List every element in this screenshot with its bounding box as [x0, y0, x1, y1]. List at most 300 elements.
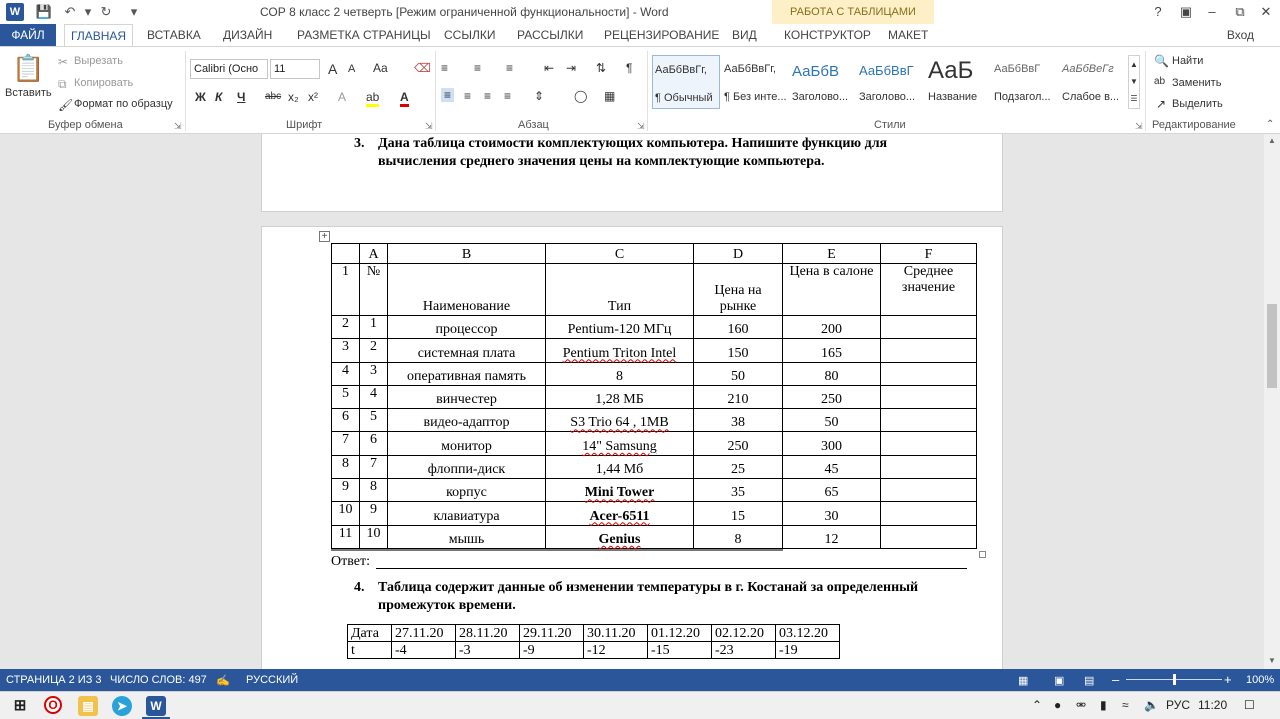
- usb-icon[interactable]: ⚮: [1076, 698, 1087, 712]
- cell-text: 300: [821, 438, 842, 454]
- tab-mailings[interactable]: РАССЫЛКИ: [517, 28, 584, 42]
- table-cell[interactable]: [546, 316, 694, 339]
- copy-button[interactable]: Копировать: [74, 77, 134, 89]
- table-cell[interactable]: [694, 339, 783, 362]
- table-cell[interactable]: Наименование: [388, 264, 546, 316]
- opera-icon[interactable]: O: [44, 696, 62, 714]
- table-row: [332, 432, 977, 455]
- style-sample: АаБбВвГ: [994, 63, 1041, 75]
- paste-button[interactable]: Вставить: [5, 87, 52, 99]
- tab-table-design[interactable]: КОНСТРУКТОР: [784, 28, 871, 42]
- save-icon[interactable]: 💾: [35, 4, 53, 19]
- taskbar: [0, 691, 1280, 719]
- table-row: [332, 479, 977, 502]
- word-taskbar-icon[interactable]: W: [146, 696, 166, 716]
- table-cell[interactable]: [881, 316, 977, 339]
- clipboard-launcher-icon[interactable]: ⇲: [174, 121, 182, 131]
- col-letter: B: [388, 244, 546, 264]
- cell-text: 1: [370, 316, 377, 331]
- table-cell[interactable]: [360, 479, 388, 502]
- table-cell[interactable]: [546, 339, 694, 362]
- cell-text: 1,44 Мб: [595, 462, 644, 478]
- table-cell[interactable]: [388, 479, 546, 502]
- style-sample: АаБбВеГг: [1062, 63, 1114, 75]
- style-sample: АаБбВвГг,: [724, 63, 776, 75]
- table-cell[interactable]: [388, 502, 546, 525]
- cell-text: 38: [731, 415, 745, 431]
- table-cell[interactable]: [360, 362, 388, 385]
- cell-text: 25: [731, 462, 745, 478]
- table-row: [332, 316, 977, 339]
- table-cell[interactable]: [360, 502, 388, 525]
- superscript-button[interactable]: x²: [308, 90, 318, 104]
- tab-review[interactable]: РЕЦЕНЗИРОВАНИЕ: [604, 28, 720, 42]
- battery-icon[interactable]: ▮: [1100, 698, 1107, 712]
- table-cell[interactable]: [881, 339, 977, 362]
- table-cell[interactable]: -12: [584, 642, 648, 659]
- table-cell[interactable]: [360, 385, 388, 408]
- numbering-icon[interactable]: ≡: [474, 61, 482, 75]
- cell-text: 11: [338, 525, 353, 541]
- table-cell[interactable]: [783, 502, 881, 525]
- table-cell[interactable]: Тип: [546, 264, 694, 316]
- copy-icon: ⧉: [58, 77, 67, 91]
- justify-icon[interactable]: ≡: [504, 89, 512, 103]
- subscript-button[interactable]: x₂: [288, 90, 299, 104]
- font-name-combo[interactable]: Calibri (Осно: [190, 59, 268, 79]
- clipboard-group-label: Буфер обмена: [48, 119, 123, 131]
- table-cell[interactable]: [783, 362, 881, 385]
- table-cell[interactable]: [694, 479, 783, 502]
- cell-text: 3: [342, 339, 349, 355]
- table-cell[interactable]: [332, 316, 360, 339]
- table-cell[interactable]: [694, 502, 783, 525]
- customize-quick-access-icon[interactable]: ▾: [130, 4, 138, 19]
- table-header-row: [332, 264, 977, 316]
- font-size-combo[interactable]: 11: [270, 59, 320, 79]
- shading-icon[interactable]: ◯: [574, 89, 588, 103]
- table-cell[interactable]: [546, 455, 694, 478]
- col-letter: D: [694, 244, 783, 264]
- sign-in-link[interactable]: Вход: [1226, 28, 1254, 42]
- task3-line1: Дана таблица стоимости комплектующих компьютера. Напишите функцию для: [378, 136, 888, 151]
- notifications-icon[interactable]: ☐: [1244, 698, 1255, 712]
- read-mode-icon[interactable]: ▦: [1018, 675, 1029, 687]
- table-cell[interactable]: [332, 455, 360, 478]
- document-area[interactable]: [0, 134, 1264, 669]
- cell-text: 50: [731, 368, 745, 384]
- align-right-icon[interactable]: ≡: [484, 89, 492, 103]
- table-cell[interactable]: [332, 409, 360, 432]
- cell-text: оперативная память: [407, 368, 526, 384]
- table-cell[interactable]: [332, 385, 360, 408]
- scroll-thumb[interactable]: [1267, 304, 1277, 388]
- table-cell[interactable]: Цена на рынке: [694, 264, 783, 316]
- redo-icon[interactable]: ↻: [100, 4, 112, 19]
- table-cell[interactable]: Дата: [348, 625, 392, 642]
- page-indicator[interactable]: СТРАНИЦА 2 ИЗ 3: [6, 674, 102, 686]
- table-cell[interactable]: [360, 409, 388, 432]
- table-cell[interactable]: [694, 316, 783, 339]
- table-row: [332, 244, 977, 264]
- cell-text: Mini Tower: [584, 485, 655, 501]
- cell-text: 160: [727, 322, 749, 338]
- table-cell[interactable]: 29.11.20: [520, 625, 584, 642]
- task3-line2: вычисления среднего значения цены на комплектующие компьютера.: [378, 154, 825, 169]
- tab-insert[interactable]: ВСТАВКА: [147, 28, 201, 42]
- table-cell[interactable]: [881, 385, 977, 408]
- print-layout-icon[interactable]: ▣: [1054, 675, 1065, 687]
- text-effects-icon[interactable]: A: [338, 90, 347, 104]
- cell-text: процессор: [435, 322, 498, 338]
- start-icon[interactable]: ⊞: [13, 697, 27, 714]
- table-cell[interactable]: [546, 432, 694, 455]
- style-normal[interactable]: [652, 55, 720, 109]
- window-title: СОР 8 класс 2 четверть [Режим ограниченной функциональности] - Word: [260, 5, 669, 19]
- table-cell[interactable]: [332, 479, 360, 502]
- table-cell[interactable]: [388, 525, 546, 548]
- table-cell[interactable]: 30.11.20: [584, 625, 648, 642]
- clock[interactable]: 11:20: [1198, 698, 1228, 712]
- help-button[interactable]: ?: [1154, 4, 1162, 19]
- styles-scroll-icon[interactable]: ▲ ▼ ☰: [1128, 55, 1140, 109]
- show-marks-button[interactable]: ¶: [626, 61, 633, 75]
- zoom-out-icon[interactable]: –: [1112, 672, 1120, 687]
- title-bar: [0, 0, 1280, 24]
- scroll-down-icon[interactable]: ▼: [1268, 656, 1276, 665]
- line-spacing-icon[interactable]: ⇕: [534, 89, 545, 103]
- sort-icon[interactable]: ⇅: [596, 61, 607, 75]
- table-cell[interactable]: [881, 409, 977, 432]
- cell-text: 165: [821, 345, 842, 361]
- font-group-label: Шрифт: [286, 119, 323, 131]
- table-cell[interactable]: -9: [520, 642, 584, 659]
- cell-text: 1,28 МБ: [595, 392, 644, 408]
- cell-text: 9: [342, 479, 349, 495]
- table-cell[interactable]: [332, 362, 360, 385]
- table-cell[interactable]: -15: [648, 642, 712, 659]
- undo-dropdown-icon[interactable]: ▾: [84, 4, 92, 19]
- highlight-icon[interactable]: ab: [366, 90, 379, 107]
- table-cell[interactable]: [388, 362, 546, 385]
- cell-text: 8: [342, 455, 349, 471]
- table-cell[interactable]: t: [348, 642, 392, 659]
- zoom-in-icon[interactable]: +: [1224, 672, 1232, 687]
- answer-line[interactable]: [376, 568, 967, 569]
- restore-button[interactable]: ⧉: [1235, 4, 1245, 19]
- tab-home[interactable]: ГЛАВНАЯ: [64, 24, 133, 46]
- style-sample: АаБбВвГ: [859, 63, 914, 78]
- bold-button[interactable]: Ж: [195, 90, 206, 104]
- table-cell[interactable]: [360, 316, 388, 339]
- table-cell[interactable]: [546, 502, 694, 525]
- table-row: [332, 362, 977, 385]
- zoom-slider-thumb[interactable]: [1173, 674, 1176, 685]
- style-name: Заголово...: [792, 91, 849, 103]
- cell-text: винчестер: [436, 392, 497, 408]
- tab-design[interactable]: ДИЗАЙН: [223, 28, 273, 42]
- style-sample: АаБбВвГг,: [655, 64, 707, 76]
- style-name: Слабое в...: [1062, 91, 1120, 103]
- multilevel-list-icon[interactable]: ≡: [506, 61, 514, 75]
- cell-text: 10: [338, 502, 353, 518]
- table-row: [348, 642, 840, 659]
- input-language[interactable]: РУС: [1166, 698, 1191, 712]
- undo-icon[interactable]: ↶: [64, 4, 76, 19]
- ribbon: [0, 46, 1280, 134]
- web-layout-icon[interactable]: ▤: [1084, 675, 1095, 687]
- table-cell[interactable]: [881, 362, 977, 385]
- table-cell[interactable]: 27.11.20: [392, 625, 456, 642]
- tray-overflow-icon[interactable]: ⌃: [1032, 698, 1043, 712]
- proofing-icon[interactable]: ✍: [216, 675, 230, 687]
- paste-icon[interactable]: 📋: [12, 53, 45, 83]
- col-letter: F: [881, 244, 977, 264]
- underline-button[interactable]: Ч: [237, 90, 246, 104]
- cell-text: 10: [366, 525, 381, 541]
- cell-text: Genius: [598, 531, 641, 547]
- cell-text: 8: [616, 368, 623, 384]
- ribbon-display-icon[interactable]: ▣: [1179, 4, 1193, 19]
- align-left-icon[interactable]: ≡: [441, 88, 454, 102]
- table-cell[interactable]: [694, 455, 783, 478]
- cell-text: 6: [370, 432, 377, 448]
- table-cell[interactable]: [881, 525, 977, 548]
- select-button[interactable]: Выделить: [1172, 98, 1223, 110]
- table-cell[interactable]: 28.11.20: [456, 625, 520, 642]
- cut-button[interactable]: Вырезать: [74, 55, 123, 67]
- table-row: [332, 409, 977, 432]
- minimize-button[interactable]: –: [1208, 4, 1216, 19]
- table-cell[interactable]: [360, 432, 388, 455]
- vertical-scrollbar[interactable]: [1264, 134, 1280, 669]
- word-logo-icon: W: [6, 3, 24, 21]
- cell-text: видео-адаптор: [423, 415, 510, 431]
- find-icon: 🔍: [1154, 54, 1169, 68]
- font-launcher-icon[interactable]: ⇲: [425, 121, 433, 131]
- styles-launcher-icon[interactable]: ⇲: [1135, 121, 1143, 131]
- italic-button[interactable]: К: [215, 90, 223, 104]
- table-row: [332, 502, 977, 525]
- cell-text: 4: [342, 362, 349, 378]
- table-cell[interactable]: [388, 409, 546, 432]
- table-cell[interactable]: [332, 432, 360, 455]
- style-no-spacing[interactable]: [722, 55, 790, 109]
- borders-icon[interactable]: ▦: [604, 89, 616, 103]
- style-heading1[interactable]: [790, 55, 858, 109]
- cell-text: Pentium-120 МГц: [567, 322, 672, 338]
- separator: [185, 51, 186, 131]
- table-row: [348, 625, 840, 642]
- location-icon[interactable]: ●: [1054, 698, 1062, 712]
- table-move-handle-icon[interactable]: +: [319, 231, 330, 242]
- table-cell[interactable]: [546, 362, 694, 385]
- table-cell[interactable]: [388, 316, 546, 339]
- shrink-font-icon[interactable]: A: [348, 63, 356, 75]
- file-explorer-icon[interactable]: ▤: [78, 696, 98, 716]
- separator: [1145, 51, 1146, 131]
- cell-text: 200: [821, 322, 842, 338]
- volume-icon[interactable]: 🔈: [1144, 698, 1159, 712]
- tab-view[interactable]: ВИД: [732, 28, 757, 42]
- format-painter-icon: 🖌: [58, 98, 74, 112]
- style-name: Название: [928, 91, 978, 103]
- table-cell[interactable]: [783, 432, 881, 455]
- table-cell[interactable]: [881, 479, 977, 502]
- table-cell[interactable]: [546, 525, 694, 548]
- bullets-icon[interactable]: ≡: [441, 61, 449, 75]
- table-cell[interactable]: Цена в салоне: [783, 264, 881, 316]
- style-sample: АаБ: [928, 57, 974, 84]
- separator: [647, 51, 648, 131]
- grow-font-icon[interactable]: A: [328, 61, 338, 77]
- table-cell[interactable]: [694, 409, 783, 432]
- replace-button[interactable]: Заменить: [1172, 77, 1222, 89]
- cell-text: 150: [727, 345, 749, 361]
- col-letter: C: [546, 244, 694, 264]
- task4-line1: Таблица содержит данные об изменении температуры в г. Костанай за определенный: [378, 580, 919, 595]
- cell-text: 80: [824, 368, 839, 384]
- style-sample: АаБбВ: [792, 63, 839, 80]
- decrease-indent-icon[interactable]: ⇤: [544, 61, 555, 75]
- table-cell[interactable]: [388, 385, 546, 408]
- table-cell[interactable]: [546, 385, 694, 408]
- table-cell[interactable]: [332, 502, 360, 525]
- table-cell[interactable]: [881, 455, 977, 478]
- language-indicator[interactable]: РУССКИЙ: [246, 674, 299, 686]
- cell-text: системная плата: [417, 345, 516, 361]
- select-icon: ↗: [1156, 97, 1167, 111]
- style-name: ¶ Без инте...: [724, 91, 787, 103]
- table-cell[interactable]: [332, 339, 360, 362]
- table-cell[interactable]: [360, 525, 388, 548]
- close-button[interactable]: ✕: [1260, 4, 1272, 19]
- change-case-button[interactable]: Aa: [373, 61, 388, 75]
- cell-text: 30: [824, 508, 839, 524]
- table-cell[interactable]: [881, 502, 977, 525]
- scroll-up-icon[interactable]: ▲: [1268, 136, 1276, 145]
- col-letter: [332, 244, 360, 264]
- cell-text: 7: [370, 455, 377, 471]
- table-cell[interactable]: [881, 432, 977, 455]
- temperature-table: [347, 624, 840, 659]
- align-center-icon[interactable]: ≡: [464, 89, 472, 103]
- table-cell[interactable]: [360, 455, 388, 478]
- style-title[interactable]: [926, 55, 994, 109]
- table-cell[interactable]: [783, 525, 881, 548]
- tab-table-layout[interactable]: МАКЕТ: [888, 28, 929, 42]
- replace-icon: ab: [1154, 76, 1166, 87]
- table-cell[interactable]: 02.12.20: [712, 625, 776, 642]
- table-cell[interactable]: [694, 362, 783, 385]
- table-cell[interactable]: [546, 409, 694, 432]
- style-heading2[interactable]: [857, 55, 925, 109]
- table-cell[interactable]: 03.12.20: [776, 625, 840, 642]
- collapse-ribbon-icon[interactable]: ⌃: [1266, 119, 1275, 130]
- style-name: Заголово...: [859, 91, 916, 103]
- format-painter-button[interactable]: Формат по образцу: [74, 98, 173, 110]
- word-count[interactable]: ЧИСЛО СЛОВ: 497: [110, 674, 207, 686]
- table-cell[interactable]: [546, 479, 694, 502]
- cell-text: 50: [824, 415, 839, 431]
- table-cell[interactable]: [694, 385, 783, 408]
- table-cell[interactable]: -3: [456, 642, 520, 659]
- editing-group-label: Редактирование: [1152, 119, 1236, 131]
- answer-label: Ответ:: [331, 554, 370, 569]
- table-cell[interactable]: [783, 455, 881, 478]
- cell-text: 8: [734, 531, 742, 547]
- table-tools-label: РАБОТА С ТАБЛИЦАМИ: [772, 0, 934, 24]
- table-cell[interactable]: [694, 525, 783, 548]
- page-2: [261, 226, 1003, 669]
- style-subtle-emphasis[interactable]: [1060, 55, 1128, 109]
- table-cell[interactable]: [360, 339, 388, 362]
- cut-icon: ✂: [58, 55, 69, 69]
- cell-text: 4: [370, 385, 377, 401]
- cell-text: мышь: [448, 531, 485, 547]
- strikethrough-button[interactable]: abc: [265, 91, 282, 102]
- table-cell[interactable]: -23: [712, 642, 776, 659]
- increase-indent-icon[interactable]: ⇥: [566, 61, 577, 75]
- zoom-level[interactable]: 100%: [1246, 674, 1275, 686]
- table-cell[interactable]: 01.12.20: [648, 625, 712, 642]
- table-cell[interactable]: [332, 525, 360, 548]
- table-cell[interactable]: [783, 385, 881, 408]
- status-bar: [0, 669, 1280, 691]
- task4-number: 4.: [354, 580, 365, 595]
- table-cell[interactable]: Среднее значение: [881, 264, 977, 316]
- table-cell[interactable]: [388, 455, 546, 478]
- font-color-icon[interactable]: A: [400, 90, 409, 107]
- wifi-icon[interactable]: ≈: [1122, 698, 1129, 712]
- paragraph-launcher-icon[interactable]: ⇲: [637, 121, 645, 131]
- cell-text: 35: [731, 485, 745, 501]
- clear-formatting-icon[interactable]: ⌫: [414, 61, 431, 75]
- table-cell[interactable]: [388, 432, 546, 455]
- table-cell[interactable]: №: [360, 264, 388, 316]
- cell-text: 250: [727, 438, 749, 454]
- table-row: [332, 339, 977, 362]
- table-cell[interactable]: [388, 339, 546, 362]
- tab-file[interactable]: ФАЙЛ: [0, 24, 56, 46]
- tab-references[interactable]: ССЫЛКИ: [444, 28, 496, 42]
- table-cell[interactable]: [783, 409, 881, 432]
- cell-text: 6: [342, 409, 349, 425]
- telegram-icon[interactable]: ➤: [112, 696, 132, 716]
- find-button[interactable]: Найти: [1172, 55, 1204, 67]
- table-resize-handle-icon[interactable]: [979, 551, 986, 558]
- cell-text: 2: [342, 316, 349, 331]
- cell-text: 15: [731, 508, 745, 524]
- separator: [435, 51, 436, 131]
- cell-text: 7: [342, 432, 349, 448]
- ribbon-tabs: [0, 24, 1280, 46]
- table-cell[interactable]: -19: [776, 642, 840, 659]
- cell-text: 250: [821, 392, 842, 408]
- table-cell[interactable]: -4: [392, 642, 456, 659]
- table-cell[interactable]: [783, 479, 881, 502]
- tab-layout-page[interactable]: РАЗМЕТКА СТРАНИЦЫ: [297, 28, 431, 42]
- table-cell[interactable]: [783, 339, 881, 362]
- col-letter: E: [783, 244, 881, 264]
- styles-group-label: Стили: [874, 119, 906, 131]
- cell-text: 45: [824, 462, 839, 478]
- table-cell[interactable]: [783, 316, 881, 339]
- table-cell[interactable]: 1: [332, 264, 360, 316]
- style-subtitle[interactable]: [992, 55, 1060, 109]
- table-cell[interactable]: [694, 432, 783, 455]
- cell-text: 2: [370, 339, 377, 355]
